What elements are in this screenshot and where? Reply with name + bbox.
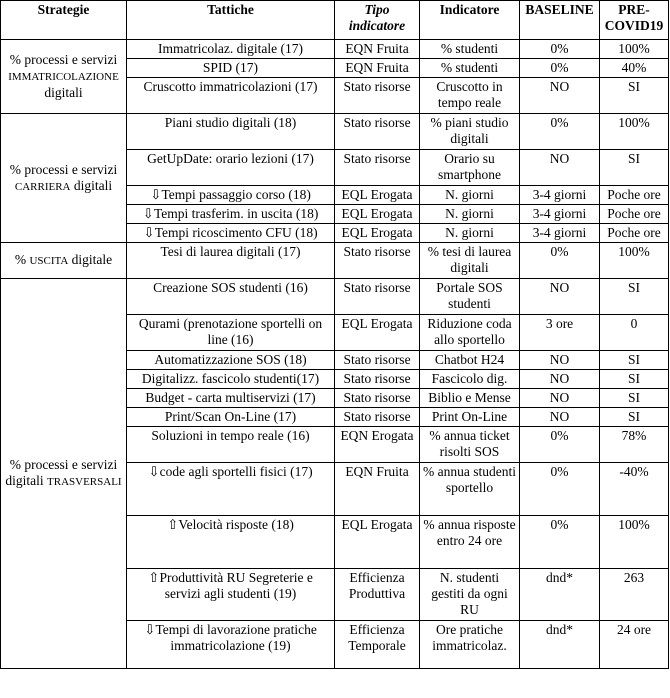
indicatore-cell: Ore pratiche immatricolaz. [420, 621, 520, 669]
precovid-cell: 100% [600, 243, 669, 279]
precovid-cell: Poche ore [600, 186, 669, 205]
indicatore-cell: % annua studenti sportello [420, 463, 520, 516]
tattica-cell: ⇩Tempi passaggio corso (18) [127, 186, 335, 205]
indicatore-cell: Fascicolo dig. [420, 370, 520, 389]
precovid-cell: 100% [600, 40, 669, 59]
baseline-cell: NO [520, 389, 600, 408]
indicatore-cell: % annua risposte entro 24 ore [420, 516, 520, 569]
baseline-cell: 3-4 giorni [520, 205, 600, 224]
tattica-cell: Tesi di laurea digitali (17) [127, 243, 335, 279]
header-precovid-line2: COVID19 [604, 18, 664, 33]
tattica-cell: Print/Scan On-Line (17) [127, 408, 335, 427]
tipo-indicatore-cell: Stato risorse [335, 351, 420, 370]
tipo-indicatore-cell: EQL Erogata [335, 224, 420, 243]
strategy-text: % processi e servizi [9, 52, 118, 67]
baseline-cell: 0% [520, 243, 600, 279]
table-row [1, 243, 669, 279]
baseline-cell: 3-4 giorni [520, 224, 600, 243]
precovid-cell: SI [600, 279, 669, 315]
table-row [1, 279, 669, 315]
baseline-cell: 3 ore [520, 315, 600, 351]
indicatore-cell: N. giorni [420, 186, 520, 205]
baseline-cell: 0% [520, 114, 600, 150]
indicatore-cell: Chatbot H24 [420, 351, 520, 370]
indicatore-cell: % piani studio digitali [420, 114, 520, 150]
header-strategie: Strategie [1, 1, 127, 40]
baseline-cell: NO [520, 370, 600, 389]
baseline-cell: NO [520, 78, 600, 114]
table-row [1, 114, 669, 150]
tattica-cell: Creazione SOS studenti (16) [127, 279, 335, 315]
header-baseline: BASELINE [520, 1, 600, 40]
indicatore-cell: % studenti [420, 59, 520, 78]
tattica-cell: Soluzioni in tempo reale (16) [127, 427, 335, 463]
tattica-cell: Piani studio digitali (18) [127, 114, 335, 150]
precovid-cell: Poche ore [600, 224, 669, 243]
header-row [1, 1, 669, 40]
tipo-indicatore-cell: EQL Erogata [335, 516, 420, 569]
header-tipo-indicatore [335, 1, 420, 40]
tipo-indicatore-cell: EQN Fruita [335, 463, 420, 516]
strategy-text-end: digitale [71, 252, 113, 267]
strategy-text-end: digitali [73, 177, 113, 193]
precovid-cell: 263 [600, 569, 669, 621]
header-precovid-line1: PRE- [618, 2, 650, 17]
indicatore-cell: Cruscotto in tempo reale [420, 78, 520, 114]
precovid-cell: 100% [600, 516, 669, 569]
tattica-cell: Digitalizz. fascicolo studenti(17) [127, 370, 335, 389]
tipo-indicatore-cell: EQN Fruita [335, 40, 420, 59]
header-tattiche: Tattiche [127, 1, 335, 40]
tipo-indicatore-cell: Efficienza Produttiva [335, 569, 420, 621]
tipo-indicatore-cell: Efficienza Temporale [335, 621, 420, 669]
indicatore-cell: Orario su smartphone [420, 150, 520, 186]
header-tipo-line2: indicatore [348, 18, 406, 33]
strategy-smallcaps: TRASVERSALI [47, 476, 122, 488]
tattica-cell: ⇩Tempi ricoscimento CFU (18) [127, 224, 335, 243]
baseline-cell: 0% [520, 59, 600, 78]
baseline-cell: 3-4 giorni [520, 186, 600, 205]
tipo-indicatore-cell: Stato risorse [335, 78, 420, 114]
baseline-cell: dnd* [520, 621, 600, 669]
tattica-cell: Qurami (prenotazione sportelli on line (16) [127, 315, 335, 351]
strategy-text: % processi e servizi [9, 161, 118, 177]
tipo-indicatore-cell: EQN Erogata [335, 427, 420, 463]
precovid-cell: Poche ore [600, 205, 669, 224]
precovid-cell: 100% [600, 114, 669, 150]
tattica-cell: ⇧Produttività RU Segreterie e servizi agli studenti (19) [127, 569, 335, 621]
strategy-cell [1, 40, 127, 114]
baseline-cell: 0% [520, 516, 600, 569]
tipo-indicatore-cell: Stato risorse [335, 370, 420, 389]
precovid-cell: 40% [600, 59, 669, 78]
baseline-cell: NO [520, 150, 600, 186]
tattica-cell: ⇩Tempi trasferim. in uscita (18) [127, 205, 335, 224]
precovid-cell: SI [600, 78, 669, 114]
strategy-text: % processi e servizi digitali [5, 457, 118, 488]
indicatore-cell: Riduzione coda allo sportello [420, 315, 520, 351]
strategy-smallcaps: IMMATRICOLAZIONE [8, 71, 119, 83]
tipo-indicatore-cell: EQN Fruita [335, 59, 420, 78]
header-indicatore: Indicatore [420, 1, 520, 40]
indicatore-cell: Print On-Line [420, 408, 520, 427]
tipo-indicatore-cell: Stato risorse [335, 114, 420, 150]
strategy-text-end: digitali [44, 85, 83, 100]
tipo-indicatore-cell: Stato risorse [335, 243, 420, 279]
tattica-cell: ⇩Tempi di lavorazione pratiche immatricolazione (19) [127, 621, 335, 669]
precovid-cell: SI [600, 351, 669, 370]
strategy-cell [1, 114, 127, 243]
tattica-cell: Cruscotto immatricolazioni (17) [127, 78, 335, 114]
tattica-cell: Budget - carta multiservizi (17) [127, 389, 335, 408]
indicatore-cell: Biblio e Mense [420, 389, 520, 408]
tipo-indicatore-cell: Stato risorse [335, 408, 420, 427]
baseline-cell: dnd* [520, 569, 600, 621]
strategy-smallcaps: USCITA [29, 255, 69, 267]
tipo-indicatore-cell: Stato risorse [335, 150, 420, 186]
precovid-cell: -40% [600, 463, 669, 516]
baseline-cell: 0% [520, 427, 600, 463]
indicatore-cell: % studenti [420, 40, 520, 59]
strategy-cell [1, 243, 127, 279]
strategy-smallcaps: CARRIERA [14, 180, 71, 193]
precovid-cell: SI [600, 370, 669, 389]
strategy-cell [1, 279, 127, 669]
baseline-cell: 0% [520, 40, 600, 59]
indicatore-cell: Portale SOS studenti [420, 279, 520, 315]
indicatore-cell: N. giorni [420, 205, 520, 224]
tattica-cell: ⇩code agli sportelli fisici (17) [127, 463, 335, 516]
indicatore-cell: N. giorni [420, 224, 520, 243]
indicatore-cell: N. studenti gestiti da ogni RU [420, 569, 520, 621]
tattica-cell: Automatizzazione SOS (18) [127, 351, 335, 370]
baseline-cell: 0% [520, 463, 600, 516]
precovid-cell: 24 ore [600, 621, 669, 669]
tipo-indicatore-cell: EQL Erogata [335, 315, 420, 351]
indicatore-cell: % annua ticket risolti SOS [420, 427, 520, 463]
header-precovid [600, 1, 669, 40]
precovid-cell: 0 [600, 315, 669, 351]
precovid-cell: SI [600, 408, 669, 427]
precovid-cell: SI [600, 389, 669, 408]
table-row [1, 40, 669, 59]
header-tipo-line1: Tipo [364, 2, 390, 17]
baseline-cell: NO [520, 279, 600, 315]
precovid-cell: SI [600, 150, 669, 186]
tattica-cell: Immatricolaz. digitale (17) [127, 40, 335, 59]
tipo-indicatore-cell: EQL Erogata [335, 205, 420, 224]
baseline-cell: NO [520, 351, 600, 370]
baseline-cell: NO [520, 408, 600, 427]
tattica-cell: ⇧Velocità risposte (18) [127, 516, 335, 569]
tipo-indicatore-cell: EQL Erogata [335, 186, 420, 205]
tipo-indicatore-cell: Stato risorse [335, 279, 420, 315]
strategy-text: % [14, 252, 27, 267]
tipo-indicatore-cell: Stato risorse [335, 389, 420, 408]
table-body [1, 40, 669, 669]
indicatore-cell: % tesi di laurea digitali [420, 243, 520, 279]
precovid-cell: 78% [600, 427, 669, 463]
tattica-cell: GetUpDate: orario lezioni (17) [127, 150, 335, 186]
tattica-cell: SPID (17) [127, 59, 335, 78]
